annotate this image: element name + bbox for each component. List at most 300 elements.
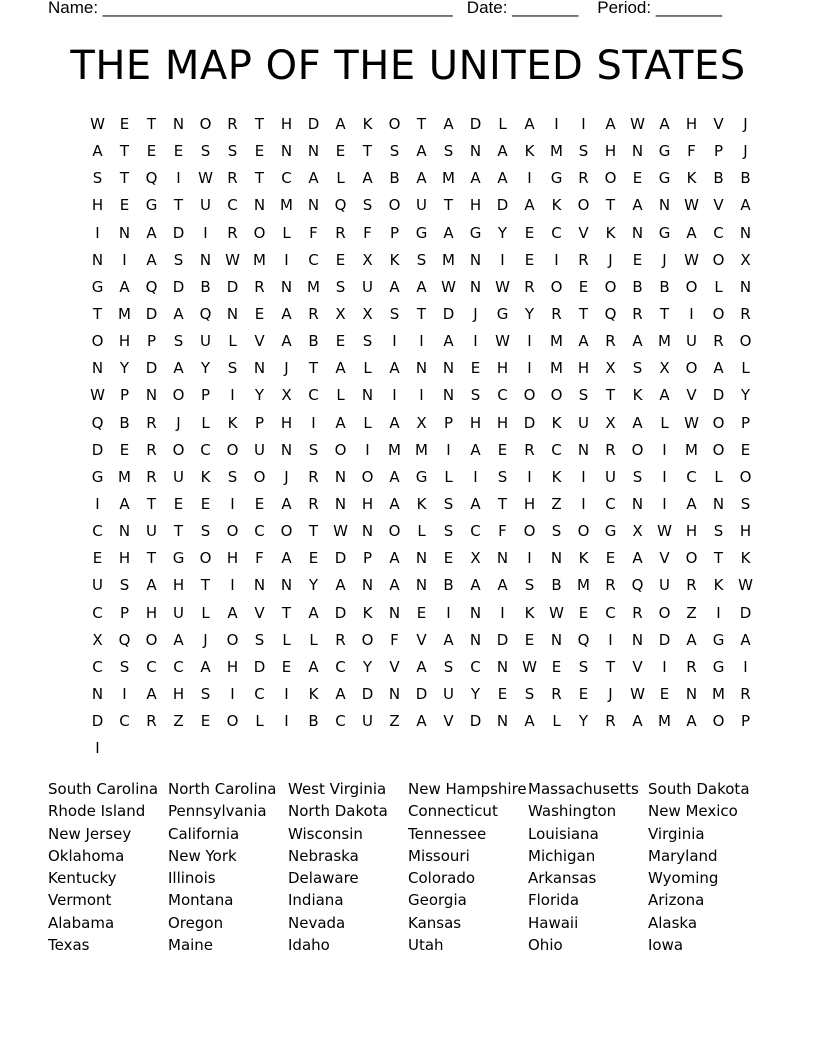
grid-letter[interactable]: V [686,386,697,405]
grid-letter[interactable]: V [254,332,265,351]
grid-letter[interactable]: A [524,115,535,133]
grid-letter[interactable]: R [605,332,616,351]
grid-letter[interactable]: H [469,413,482,432]
grid-letter[interactable]: W [495,277,510,296]
grid-letter[interactable]: A [740,630,751,649]
grid-letter[interactable]: D [145,304,158,323]
grid-letter[interactable]: W [630,115,645,133]
grid-letter[interactable]: D [91,440,104,459]
grid-letter[interactable]: R [578,169,589,188]
grid-letter[interactable]: A [173,359,184,378]
grid-letter[interactable]: E [659,684,670,703]
grid-letter[interactable]: S [443,657,454,676]
grid-letter[interactable]: D [712,386,725,405]
grid-letter[interactable]: I [176,169,181,188]
grid-letter[interactable]: O [658,603,671,622]
grid-letter[interactable]: R [605,576,616,595]
grid-letter[interactable]: O [739,332,752,351]
grid-letter[interactable]: T [308,522,319,541]
grid-letter[interactable]: N [388,603,401,622]
grid-letter[interactable]: L [660,413,669,432]
grid-letter[interactable]: Q [577,630,590,649]
grid-letter[interactable]: T [578,304,589,323]
grid-letter[interactable]: S [497,467,508,486]
grid-letter[interactable]: L [714,277,723,296]
grid-letter[interactable]: I [527,332,532,351]
grid-letter[interactable]: K [200,467,211,486]
grid-letter[interactable]: N [361,386,374,405]
grid-letter[interactable]: K [551,413,562,432]
grid-letter[interactable]: W [198,169,213,188]
grid-letter[interactable]: N [226,304,239,323]
grid-letter[interactable]: D [307,115,320,133]
grid-letter[interactable]: A [443,630,454,649]
grid-letter[interactable]: R [632,603,643,622]
grid-letter[interactable]: M [307,277,320,296]
grid-letter[interactable]: P [389,223,400,242]
grid-letter[interactable]: A [632,549,643,568]
grid-letter[interactable]: T [659,304,670,323]
grid-letter[interactable]: I [95,223,100,242]
grid-letter[interactable]: D [145,359,158,378]
grid-letter[interactable]: C [470,522,481,541]
grid-letter[interactable]: I [392,332,397,351]
grid-letter[interactable]: O [253,223,266,242]
grid-letter[interactable]: H [685,115,698,133]
grid-letter[interactable]: I [527,549,532,568]
grid-letter[interactable]: D [226,277,239,296]
grid-letter[interactable]: E [470,359,481,378]
grid-letter[interactable]: S [470,386,481,405]
grid-letter[interactable]: N [469,630,482,649]
grid-letter[interactable]: Y [470,684,481,703]
grid-letter[interactable]: I [500,250,505,269]
grid-letter[interactable]: F [363,223,372,242]
grid-letter[interactable]: E [119,196,130,215]
grid-letter[interactable]: N [469,603,482,622]
grid-letter[interactable]: O [334,440,347,459]
grid-letter[interactable]: E [335,142,346,161]
grid-letter[interactable]: I [662,440,667,459]
grid-letter[interactable]: S [578,142,589,161]
grid-letter[interactable]: O [91,332,104,351]
grid-letter[interactable]: G [91,277,104,296]
grid-letter[interactable]: X [470,549,481,568]
grid-letter[interactable]: A [578,332,589,351]
grid-letter[interactable]: A [416,712,427,731]
grid-letter[interactable]: X [92,630,103,649]
grid-letter[interactable]: S [524,684,535,703]
grid-letter[interactable]: A [389,576,400,595]
grid-letter[interactable]: T [146,115,157,133]
grid-letter[interactable]: A [524,196,535,215]
grid-letter[interactable]: I [203,223,208,242]
grid-letter[interactable]: A [443,115,454,133]
grid-letter[interactable]: E [416,603,427,622]
grid-letter[interactable]: X [416,413,427,432]
grid-letter[interactable]: C [173,657,184,676]
grid-letter[interactable]: I [230,386,235,405]
grid-letter[interactable]: I [230,684,235,703]
grid-letter[interactable]: C [551,223,562,242]
grid-letter[interactable]: R [308,304,319,323]
grid-letter[interactable]: H [280,413,293,432]
grid-letter[interactable]: E [740,440,751,459]
grid-letter[interactable]: O [280,522,293,541]
grid-letter[interactable]: J [662,250,667,269]
grid-letter[interactable]: N [739,223,752,242]
grid-letter[interactable]: A [389,494,400,513]
grid-letter[interactable]: O [577,522,590,541]
grid-letter[interactable]: L [363,413,372,432]
grid-letter[interactable]: G [145,196,158,215]
grid-letter[interactable]: M [577,576,590,595]
grid-letter[interactable]: N [199,250,212,269]
grid-letter[interactable]: E [497,440,508,459]
grid-letter[interactable]: A [146,576,157,595]
grid-letter[interactable]: B [308,712,319,731]
grid-letter[interactable]: A [686,223,697,242]
grid-letter[interactable]: N [361,576,374,595]
grid-letter[interactable]: W [495,332,510,351]
grid-letter[interactable]: T [605,386,616,405]
grid-letter[interactable]: A [416,657,427,676]
grid-letter[interactable]: N [469,250,482,269]
grid-letter[interactable]: G [415,223,428,242]
grid-letter[interactable]: K [632,386,643,405]
grid-letter[interactable]: G [415,467,428,486]
grid-letter[interactable]: S [254,630,265,649]
grid-letter[interactable]: E [632,250,643,269]
grid-letter[interactable]: O [550,277,563,296]
grid-letter[interactable]: K [308,684,319,703]
grid-letter[interactable]: S [92,169,103,188]
grid-letter[interactable]: O [226,712,239,731]
grid-letter[interactable]: A [281,304,292,323]
grid-letter[interactable]: G [712,630,725,649]
grid-letter[interactable]: J [743,115,748,133]
grid-letter[interactable]: A [497,576,508,595]
grid-letter[interactable]: C [470,657,481,676]
grid-letter[interactable]: A [632,332,643,351]
grid-letter[interactable]: H [577,359,590,378]
grid-letter[interactable]: K [362,115,373,133]
grid-letter[interactable]: O [604,169,617,188]
grid-letter[interactable]: W [549,603,564,622]
grid-letter[interactable]: M [118,467,131,486]
grid-letter[interactable]: H [118,549,131,568]
grid-letter[interactable]: A [686,712,697,731]
grid-letter[interactable]: E [173,142,184,161]
grid-letter[interactable]: K [686,169,697,188]
grid-letter[interactable]: E [119,440,130,459]
grid-letter[interactable]: M [550,332,563,351]
grid-letter[interactable]: R [146,413,157,432]
grid-letter[interactable]: O [685,549,698,568]
grid-letter[interactable]: N [415,576,428,595]
grid-letter[interactable]: T [308,359,319,378]
grid-letter[interactable]: T [173,196,184,215]
grid-letter[interactable]: C [254,522,265,541]
grid-letter[interactable]: E [254,142,265,161]
grid-letter[interactable]: S [200,684,211,703]
grid-letter[interactable]: S [578,657,589,676]
grid-letter[interactable]: N [253,576,266,595]
grid-letter[interactable]: Y [308,576,319,595]
grid-letter[interactable]: R [335,630,346,649]
grid-letter[interactable]: I [95,739,100,758]
grid-letter[interactable]: L [282,630,291,649]
grid-letter[interactable]: T [173,522,184,541]
grid-letter[interactable]: G [658,142,671,161]
grid-letter[interactable]: E [200,712,211,731]
grid-letter[interactable]: C [281,169,292,188]
grid-letter[interactable]: R [227,169,238,188]
grid-letter[interactable]: I [419,332,424,351]
grid-letter[interactable]: B [308,332,319,351]
grid-letter[interactable]: N [577,440,590,459]
grid-letter[interactable]: A [416,277,427,296]
grid-letter[interactable]: A [200,657,211,676]
grid-letter[interactable]: U [173,467,184,486]
grid-letter[interactable]: S [524,576,535,595]
grid-letter[interactable]: G [604,522,617,541]
grid-letter[interactable]: N [334,467,347,486]
grid-letter[interactable]: X [659,359,670,378]
grid-letter[interactable]: Q [91,413,104,432]
grid-letter[interactable]: T [416,115,427,133]
grid-letter[interactable]: F [255,549,264,568]
grid-letter[interactable]: Q [145,277,158,296]
grid-letter[interactable]: C [686,467,697,486]
grid-letter[interactable]: I [581,494,586,513]
grid-letter[interactable]: G [658,169,671,188]
grid-letter[interactable]: G [172,549,185,568]
grid-letter[interactable]: D [172,277,185,296]
grid-letter[interactable]: C [308,386,319,405]
grid-letter[interactable]: B [551,576,562,595]
grid-letter[interactable]: V [254,603,265,622]
grid-letter[interactable]: A [335,413,346,432]
grid-letter[interactable]: N [415,359,428,378]
grid-letter[interactable]: I [284,250,289,269]
grid-letter[interactable]: K [524,603,535,622]
grid-letter[interactable]: J [743,142,748,161]
grid-letter[interactable]: I [446,603,451,622]
grid-letter[interactable]: E [443,549,454,568]
grid-letter[interactable]: A [335,684,346,703]
grid-letter[interactable]: L [363,359,372,378]
grid-letter[interactable]: J [284,467,289,486]
grid-letter[interactable]: H [118,332,131,351]
grid-letter[interactable]: E [92,549,103,568]
grid-letter[interactable]: A [659,115,670,133]
grid-letter[interactable]: D [469,115,482,133]
grid-letter[interactable]: U [686,332,697,351]
grid-letter[interactable]: M [550,142,563,161]
grid-letter[interactable]: A [632,413,643,432]
grid-letter[interactable]: A [443,223,454,242]
grid-letter[interactable]: A [281,549,292,568]
grid-letter[interactable]: M [712,684,725,703]
grid-letter[interactable]: W [90,386,105,405]
grid-letter[interactable]: J [176,413,181,432]
grid-letter[interactable]: T [605,196,616,215]
grid-letter[interactable]: I [446,440,451,459]
grid-letter[interactable]: A [470,169,481,188]
grid-letter[interactable]: T [119,169,130,188]
grid-letter[interactable]: O [577,196,590,215]
grid-letter[interactable]: R [551,304,562,323]
grid-letter[interactable]: O [361,467,374,486]
grid-letter[interactable]: C [335,657,346,676]
grid-letter[interactable]: I [527,467,532,486]
grid-letter[interactable]: N [91,684,104,703]
grid-letter[interactable]: W [657,522,672,541]
grid-letter[interactable]: N [496,657,509,676]
grid-letter[interactable]: E [119,115,130,133]
grid-letter[interactable]: S [227,467,238,486]
grid-letter[interactable]: L [282,223,291,242]
grid-letter[interactable]: S [200,142,211,161]
grid-letter[interactable]: B [740,169,751,188]
grid-letter[interactable]: V [659,549,670,568]
grid-letter[interactable]: H [172,576,185,595]
grid-letter[interactable]: A [389,549,400,568]
grid-letter[interactable]: T [281,603,292,622]
grid-letter[interactable]: Y [254,386,265,405]
grid-letter[interactable]: K [389,250,400,269]
grid-letter[interactable]: W [684,250,699,269]
grid-letter[interactable]: O [172,386,185,405]
grid-letter[interactable]: C [551,440,562,459]
grid-letter[interactable]: C [92,522,103,541]
grid-letter[interactable]: P [740,712,751,731]
grid-letter[interactable]: R [578,250,589,269]
grid-letter[interactable]: E [578,277,589,296]
grid-letter[interactable]: C [497,386,508,405]
grid-letter[interactable]: O [523,386,536,405]
grid-letter[interactable]: C [119,712,130,731]
grid-letter[interactable]: E [173,494,184,513]
grid-letter[interactable]: C [92,603,103,622]
grid-letter[interactable]: S [389,142,400,161]
grid-letter[interactable]: Y [200,359,211,378]
grid-letter[interactable]: N [172,115,185,133]
grid-letter[interactable]: N [280,277,293,296]
grid-letter[interactable]: L [552,712,561,731]
grid-letter[interactable]: J [608,684,613,703]
grid-letter[interactable]: I [716,603,721,622]
grid-letter[interactable]: S [173,332,184,351]
grid-letter[interactable]: E [281,657,292,676]
grid-letter[interactable]: D [361,684,374,703]
grid-letter[interactable]: H [226,549,239,568]
grid-letter[interactable]: X [605,359,616,378]
grid-letter[interactable]: A [524,712,535,731]
grid-letter[interactable]: T [92,304,103,323]
grid-letter[interactable]: A [92,142,103,161]
grid-letter[interactable]: K [605,223,616,242]
grid-letter[interactable]: F [687,142,696,161]
grid-letter[interactable]: O [712,413,725,432]
grid-letter[interactable]: P [200,386,211,405]
grid-letter[interactable]: E [524,630,535,649]
grid-letter[interactable]: A [470,576,481,595]
grid-letter[interactable]: E [578,603,589,622]
grid-letter[interactable]: D [91,712,104,731]
grid-letter[interactable]: X [281,386,292,405]
grid-letter[interactable]: B [713,169,724,188]
grid-letter[interactable]: C [335,712,346,731]
grid-letter[interactable]: T [443,196,454,215]
grid-letter[interactable]: U [200,332,211,351]
grid-letter[interactable]: I [608,630,613,649]
grid-letter[interactable]: U [416,196,427,215]
grid-letter[interactable]: O [712,712,725,731]
grid-letter[interactable]: X [362,250,373,269]
grid-letter[interactable]: R [605,712,616,731]
grid-letter[interactable]: T [200,576,211,595]
grid-letter[interactable]: P [713,142,724,161]
grid-letter[interactable]: W [738,576,753,595]
grid-letter[interactable]: N [550,549,563,568]
grid-letter[interactable]: I [662,467,667,486]
grid-letter[interactable]: A [686,630,697,649]
grid-letter[interactable]: L [498,115,507,133]
grid-letter[interactable]: C [605,494,616,513]
grid-letter[interactable]: N [739,277,752,296]
grid-letter[interactable]: T [254,115,265,133]
grid-letter[interactable]: X [740,250,751,269]
grid-letter[interactable]: P [362,549,373,568]
grid-letter[interactable]: L [228,332,237,351]
grid-letter[interactable]: K [416,494,427,513]
grid-letter[interactable]: A [632,196,643,215]
grid-letter[interactable]: N [442,359,455,378]
grid-letter[interactable]: N [280,142,293,161]
grid-letter[interactable]: C [92,657,103,676]
grid-letter[interactable]: N [145,386,158,405]
grid-letter[interactable]: R [308,494,319,513]
grid-letter[interactable]: N [631,223,644,242]
grid-letter[interactable]: N [91,250,104,269]
grid-letter[interactable]: X [605,413,616,432]
grid-letter[interactable]: O [388,522,401,541]
grid-letter[interactable]: C [713,223,724,242]
grid-letter[interactable]: Y [497,223,508,242]
grid-letter[interactable]: I [527,169,532,188]
grid-letter[interactable]: H [496,413,509,432]
grid-letter[interactable]: N [307,196,320,215]
grid-letter[interactable]: H [145,603,158,622]
grid-letter[interactable]: M [280,196,293,215]
grid-letter[interactable]: A [740,196,751,215]
grid-letter[interactable]: A [389,413,400,432]
grid-letter[interactable]: A [389,277,400,296]
grid-letter[interactable]: O [712,440,725,459]
grid-letter[interactable]: S [308,440,319,459]
grid-letter[interactable]: J [284,359,289,378]
grid-letter[interactable]: W [225,250,240,269]
grid-letter[interactable]: R [524,277,535,296]
grid-letter[interactable]: N [388,684,401,703]
grid-letter[interactable]: I [122,250,127,269]
grid-letter[interactable]: I [284,684,289,703]
grid-letter[interactable]: O [604,277,617,296]
grid-letter[interactable]: K [713,576,724,595]
grid-letter[interactable]: W [90,115,105,133]
